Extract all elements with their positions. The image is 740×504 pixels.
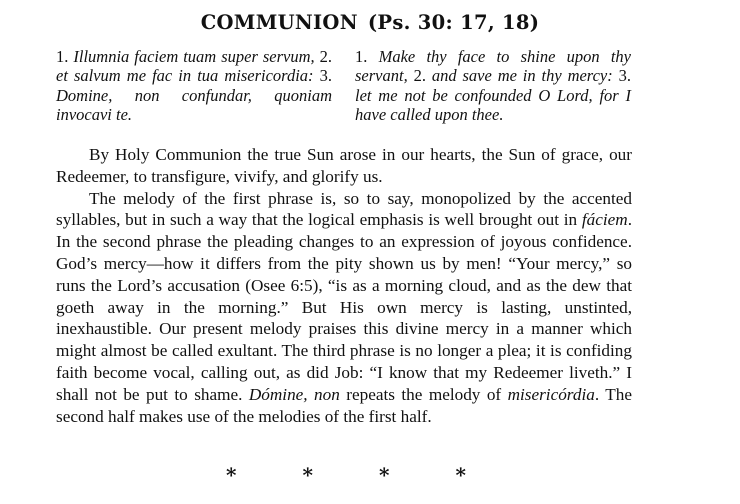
latin-column — [56, 47, 332, 124]
paragraph-1: By Holy Communion the true Sun arose in our hearts, the Sun of grace, our Redeemer, to transfigure, vivify, and glorify us. — [56, 145, 632, 186]
latin-number-2: 2. — [319, 47, 332, 66]
english-column — [355, 47, 631, 124]
paragraph-2 — [56, 188, 632, 428]
title-text: COMMUNION — [200, 11, 358, 34]
p2-text-e: repeats the melody of — [339, 384, 508, 404]
commentary — [56, 144, 632, 427]
english-number-1: 1. — [355, 47, 368, 66]
english-number-2: 2. — [413, 66, 426, 86]
latin-phrase-1: Illumnia faciem tuam super servum, — [73, 47, 315, 66]
p2-text-g: . The second half makes use of the melodies of the first half. — [56, 384, 632, 426]
asterisk-3: * — [379, 463, 390, 487]
p2-italic-misericordia: misericórdia — [507, 384, 595, 404]
latin-phrase-3: Domine, non confundar, quoniam invocavi te. — [56, 85, 332, 124]
asterisk-2: * — [302, 463, 313, 487]
p2-text-a: The melody of the first phrase is, so to say, monopolized by the accented syllables, but in such a way that the logical emphasis is well brought out in — [56, 188, 632, 230]
p2-text-c: . In the second phrase the pleading changes to an expression of joyous confidence. God’s mercy—how it differs from the pity shown us by men! “Your mercy,” so runs the Lord’s accusation (Osee 6:5), “is as a morning cloud, and as the dew that goeth away in the morning.” But His own mercy is lasting, unstinted, inexhaustible. Our present melody praises this divine mercy in a manner which might almost be called exultant. The third phrase is no longer a plea; it is confiding faith become vocal, calling out, as did Job: “I know that my Redeemer liveth.” I shall not be put to shame. — [56, 210, 632, 404]
p2-italic-domine-non: Dómine, non — [248, 384, 340, 404]
psalm-reference: (Ps. 30: 17, 18) — [367, 11, 540, 34]
latin-number-3: 3. — [319, 66, 332, 86]
english-number-3: 3. — [618, 66, 632, 86]
english-phrase-3: let me not be confounded O Lord, for I have called upon thee. — [355, 85, 631, 124]
p2-italic-faciem: fáciem — [581, 210, 628, 230]
asterisk-1: * — [226, 463, 237, 487]
latin-number-1: 1. — [56, 47, 69, 66]
page-title — [0, 11, 740, 34]
english-phrase-2: and save me in thy mercy: — [431, 66, 613, 86]
section-separator — [226, 463, 466, 487]
english-phrase-1: Make thy face to shine upon thy servant, — [355, 47, 631, 86]
asterisk-4: * — [455, 463, 466, 487]
latin-phrase-2: et salvum me fac in tua misericordia: — [56, 66, 314, 86]
